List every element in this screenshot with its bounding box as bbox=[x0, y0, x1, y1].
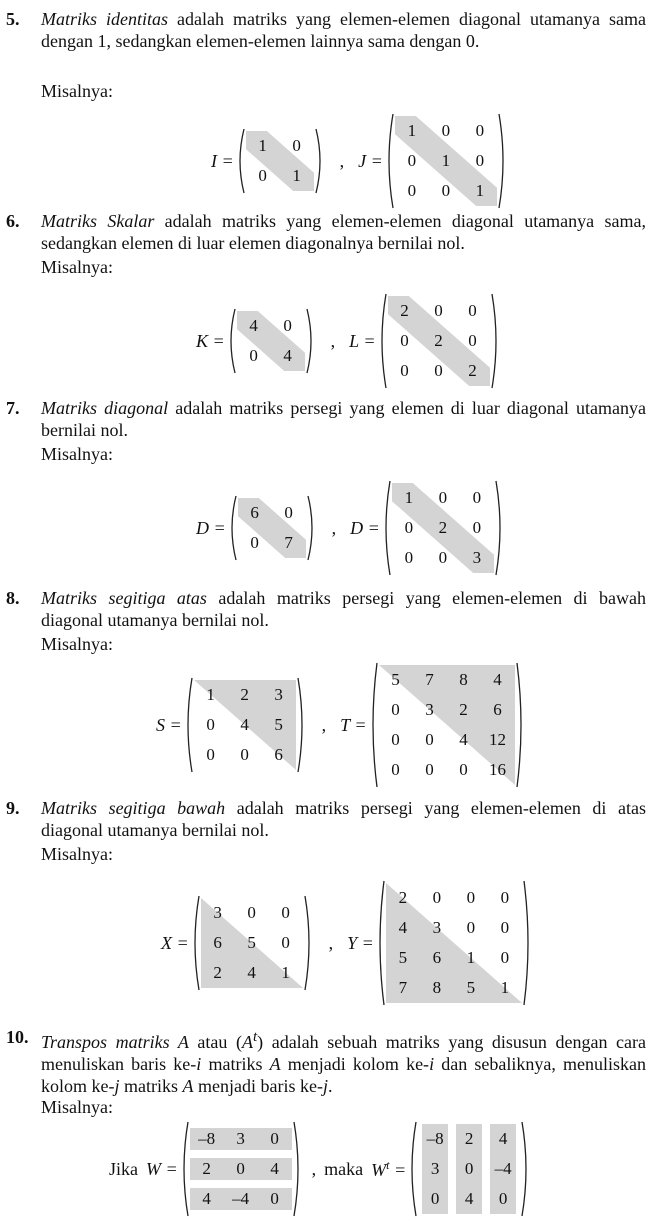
matrix-cell: 0 bbox=[391, 760, 400, 779]
left-parenthesis bbox=[382, 294, 386, 388]
matrix-row bbox=[211, 112, 509, 210]
separator: , bbox=[311, 1158, 317, 1179]
matrix-cell: 4 bbox=[498, 1129, 508, 1148]
matrix-cell: 0 bbox=[500, 888, 510, 907]
matrix-cell: 3 bbox=[274, 685, 283, 704]
matrix bbox=[383, 112, 509, 210]
matrix-cell: 0 bbox=[400, 361, 409, 380]
item-number: 5. bbox=[6, 9, 20, 29]
right-parenthesis bbox=[307, 309, 311, 373]
matrix-cell: –4 bbox=[494, 1159, 512, 1178]
matrix-cell: 0 bbox=[247, 903, 256, 922]
matrix-name: W = bbox=[146, 1158, 178, 1179]
right-parenthesis bbox=[524, 881, 528, 1005]
matrix-cell: 4 bbox=[464, 1189, 474, 1208]
matrix-cell: 3 bbox=[472, 548, 482, 567]
matrix-cell: 2 bbox=[240, 685, 249, 704]
matrix-cell: 4 bbox=[283, 346, 292, 365]
left-parenthesis bbox=[232, 496, 236, 560]
matrix-name: J = bbox=[358, 150, 383, 171]
matrix-name: K = bbox=[196, 330, 225, 351]
matrix-cell: 2 bbox=[438, 518, 448, 537]
definition-body: adalah matriks yang elemen-elemen diagonal utamanya sama, sedangkan elemen di luar elemen diagonalnya bernilai nol. bbox=[41, 211, 646, 253]
matrix-cell: –4 bbox=[232, 1189, 250, 1208]
matrix-cell: 0 bbox=[206, 715, 215, 734]
matrix bbox=[225, 307, 317, 375]
matrix-cell: 6 bbox=[493, 700, 502, 719]
matrix-cell: 0 bbox=[391, 730, 400, 749]
definition-body: adalah matriks persegi yang elemen-elemen di atas diagonal utamanya bernilai nol. bbox=[41, 798, 646, 840]
matrix-row bbox=[161, 879, 534, 1007]
matrix-cell: 3 bbox=[213, 903, 222, 922]
matrix-cell: 0 bbox=[281, 933, 290, 952]
matrix-cell: 6 bbox=[274, 745, 283, 764]
matrix-name: L = bbox=[349, 330, 376, 351]
matrix-cell: 0 bbox=[425, 760, 434, 779]
matrix-cell: 0 bbox=[430, 1189, 440, 1208]
matrix-name: D = bbox=[350, 517, 380, 538]
matrix-cell: 2 bbox=[400, 301, 409, 320]
term: Matriks Skalar bbox=[41, 211, 155, 231]
matrix-cell: 3 bbox=[432, 918, 442, 937]
matrix-cell: 4 bbox=[398, 918, 408, 937]
definition-text bbox=[41, 397, 646, 441]
left-parenthesis bbox=[184, 1122, 188, 1216]
matrix-cell: 7 bbox=[398, 978, 408, 997]
definition-text: Transpos matriks A atau $(A^t)$ adalah sebuah matriks yang disusun dengan cara menuliskan baris ke-i matriks A menjadi kolom ke-i dan sebaliknya, menuliskan kolom ke-j matriks A menjadi baris ke-j. bbox=[41, 1029, 647, 1096]
term: Matriks identitas bbox=[41, 9, 169, 29]
matrix-cell: 0 bbox=[472, 488, 482, 507]
matrix bbox=[380, 479, 506, 577]
matrix-name: Y = bbox=[347, 932, 374, 953]
matrix-cell: 0 bbox=[434, 301, 443, 320]
matrix-cell: 0 bbox=[432, 888, 442, 907]
example-label: Misalnya: bbox=[41, 81, 113, 101]
matrix-cell: 0 bbox=[441, 181, 451, 200]
matrix-cell: 6 bbox=[250, 503, 259, 522]
matrix-cell: –8 bbox=[426, 1129, 444, 1148]
matrix-cell: 0 bbox=[441, 121, 451, 140]
matrix-cell: 1 bbox=[206, 685, 215, 704]
definition-body: adalah matriks yang elemen-elemen diagonal utamanya sama dengan 1, sedangkan elemen-elemen lainnya sama dengan 0. bbox=[41, 9, 646, 51]
matrix bbox=[367, 661, 527, 789]
matrix-name: X = bbox=[161, 932, 189, 953]
matrix-cell: 0 bbox=[438, 488, 448, 507]
matrix-cell: 0 bbox=[270, 1189, 279, 1208]
matrix-cell: 8 bbox=[432, 978, 442, 997]
matrix-cell: 2 bbox=[464, 1129, 474, 1148]
term: Matriks segitiga bawah bbox=[41, 798, 226, 818]
matrix-cell: 0 bbox=[468, 331, 477, 350]
matrix-w bbox=[178, 1120, 304, 1218]
right-parenthesis bbox=[298, 678, 302, 772]
matrix-name: D = bbox=[196, 517, 226, 538]
matrix-cell: 0 bbox=[466, 888, 476, 907]
matrix-cell: 12 bbox=[489, 730, 506, 749]
matrix-wt bbox=[406, 1120, 532, 1218]
right-parenthesis bbox=[499, 114, 503, 208]
matrix-cell: 5 bbox=[391, 670, 400, 689]
separator: , bbox=[330, 330, 336, 351]
matrix-cell: 0 bbox=[475, 121, 485, 140]
left-parenthesis bbox=[380, 881, 384, 1005]
term: Transpos matriks A bbox=[41, 1032, 189, 1052]
matrix-cell: 1 bbox=[292, 166, 301, 185]
item-number: 10. bbox=[6, 1027, 29, 1047]
matrix-cell: 0 bbox=[434, 361, 443, 380]
matrix-cell: 0 bbox=[404, 548, 414, 567]
item-number: 7. bbox=[6, 398, 20, 418]
matrix-cell: 1 bbox=[441, 151, 451, 170]
matrix-cell: 2 bbox=[398, 888, 408, 907]
left-parenthesis bbox=[386, 481, 390, 575]
matrix-cell: 0 bbox=[284, 503, 293, 522]
matrix-cell: 4 bbox=[493, 670, 502, 689]
left-parenthesis bbox=[240, 129, 244, 193]
matrix-cell: 0 bbox=[270, 1129, 279, 1148]
matrix-cell: 0 bbox=[400, 331, 409, 350]
right-parenthesis bbox=[496, 481, 500, 575]
right-parenthesis bbox=[517, 663, 521, 787]
definition-body: adalah matriks persegi yang elemen di luar diagonal utamanya bernilai nol. bbox=[41, 398, 646, 440]
matrix-cell: 1 bbox=[258, 136, 267, 155]
example-label: Misalnya: bbox=[41, 257, 113, 277]
matrix-cell: 0 bbox=[236, 1159, 245, 1178]
matrix-row bbox=[196, 479, 506, 577]
term: Matriks segitiga atas bbox=[41, 588, 207, 608]
matrix-cell: 0 bbox=[258, 166, 267, 185]
matrix bbox=[182, 676, 308, 774]
definition-text bbox=[41, 587, 646, 631]
matrix-cell: 0 bbox=[206, 745, 215, 764]
matrix bbox=[189, 894, 315, 992]
matrix-cell: 2 bbox=[459, 700, 468, 719]
matrix-cell: 2 bbox=[213, 963, 222, 982]
matrix-cell: 8 bbox=[459, 670, 468, 689]
matrix-cell: 0 bbox=[466, 918, 476, 937]
left-parenthesis bbox=[389, 114, 393, 208]
separator: , bbox=[331, 517, 337, 538]
item-number: 8. bbox=[6, 588, 20, 608]
matrix-cell: 5 bbox=[466, 978, 476, 997]
matrix-cell: 0 bbox=[404, 518, 414, 537]
matrix-name: $W^t$ = bbox=[371, 1157, 407, 1180]
matrix-cell: 0 bbox=[500, 948, 510, 967]
example-label: Misalnya: bbox=[41, 444, 113, 464]
matrix-cell: 4 bbox=[270, 1159, 279, 1178]
matrix-cell: 0 bbox=[464, 1159, 474, 1178]
matrix-cell: 0 bbox=[475, 151, 485, 170]
item-number: 9. bbox=[6, 798, 20, 818]
matrix-cell: 4 bbox=[247, 963, 256, 982]
matrix-cell: 6 bbox=[432, 948, 442, 967]
matrix-cell: 1 bbox=[466, 948, 476, 967]
matrix-cell: 6 bbox=[213, 933, 222, 952]
matrix-cell: 1 bbox=[404, 488, 414, 507]
matrix-cell: 2 bbox=[202, 1159, 211, 1178]
example-label: Misalnya: bbox=[41, 634, 113, 654]
matrix-cell: 5 bbox=[398, 948, 408, 967]
matrix-cell: 0 bbox=[281, 903, 290, 922]
matrix-cell: 0 bbox=[500, 918, 510, 937]
matrix-row bbox=[156, 661, 527, 789]
left-parenthesis bbox=[412, 1122, 416, 1216]
right-parenthesis bbox=[305, 896, 309, 990]
right-parenthesis bbox=[316, 129, 320, 193]
matrix-cell: 1 bbox=[407, 121, 417, 140]
matrix-cell: 0 bbox=[407, 151, 417, 170]
matrix-cell: 16 bbox=[489, 760, 506, 779]
matrix bbox=[376, 292, 502, 390]
matrix-cell: 0 bbox=[498, 1189, 508, 1208]
matrix bbox=[234, 127, 326, 195]
left-parenthesis bbox=[231, 309, 235, 373]
matrix-cell: 4 bbox=[202, 1189, 211, 1208]
matrix-row bbox=[196, 292, 502, 390]
matrix-cell: 4 bbox=[240, 715, 249, 734]
matrix-cell: 0 bbox=[438, 548, 448, 567]
matrix-cell: 0 bbox=[468, 301, 477, 320]
matrix-cell: 3 bbox=[425, 700, 434, 719]
definition-text bbox=[41, 210, 646, 254]
left-parenthesis bbox=[373, 663, 377, 787]
right-parenthesis bbox=[294, 1122, 298, 1216]
matrix-cell: 0 bbox=[472, 518, 482, 537]
matrix-cell: 0 bbox=[249, 346, 258, 365]
matrix-cell: 7 bbox=[284, 533, 293, 552]
matrix-cell: 0 bbox=[283, 316, 292, 335]
example-label: Misalnya: bbox=[41, 1097, 113, 1117]
separator: , bbox=[328, 932, 334, 953]
example-label: Misalnya: bbox=[41, 844, 113, 864]
matrix-name: I = bbox=[211, 150, 234, 171]
definition-text bbox=[41, 8, 646, 52]
matrix-cell: 7 bbox=[425, 670, 434, 689]
matrix-cell: 3 bbox=[430, 1159, 440, 1178]
definition-text bbox=[41, 797, 646, 841]
matrix-cell: 1 bbox=[281, 963, 290, 982]
matrix-name: T = bbox=[340, 714, 367, 735]
matrix-name: S = bbox=[156, 714, 182, 735]
separator: , bbox=[321, 714, 327, 735]
matrix-cell: 1 bbox=[475, 181, 485, 200]
matrix-cell: 0 bbox=[391, 700, 400, 719]
matrix bbox=[374, 879, 534, 1007]
then-word: maka bbox=[324, 1158, 364, 1179]
matrix-cell: 2 bbox=[434, 331, 443, 350]
matrix-cell: 5 bbox=[274, 715, 283, 734]
matrix-cell: 0 bbox=[407, 181, 417, 200]
definition-body: adalah matriks persegi yang elemen-elemen di bawah diagonal utamanya bernilai nol. bbox=[41, 588, 646, 630]
matrix bbox=[226, 494, 318, 562]
matrix-cell: 5 bbox=[247, 933, 256, 952]
matrix-cell: 0 bbox=[292, 136, 301, 155]
matrix-cell: 2 bbox=[468, 361, 477, 380]
matrix-cell: 0 bbox=[240, 745, 249, 764]
matrix-cell: 3 bbox=[236, 1129, 245, 1148]
matrix-cell: 0 bbox=[250, 533, 259, 552]
right-parenthesis bbox=[492, 294, 496, 388]
matrix-cell: 0 bbox=[425, 730, 434, 749]
matrix-cell: 0 bbox=[459, 760, 468, 779]
item-number: 6. bbox=[6, 211, 20, 231]
matrix-cell: 4 bbox=[459, 730, 468, 749]
left-parenthesis bbox=[195, 896, 199, 990]
right-parenthesis bbox=[308, 496, 312, 560]
term: Matriks diagonal bbox=[41, 398, 169, 418]
matrix-cell: 4 bbox=[249, 316, 258, 335]
separator: , bbox=[339, 150, 345, 171]
matrix-cell: –8 bbox=[198, 1129, 216, 1148]
matrix-cell: 1 bbox=[500, 978, 510, 997]
matrix-row bbox=[109, 1120, 532, 1218]
left-parenthesis bbox=[188, 678, 192, 772]
right-parenthesis bbox=[522, 1122, 526, 1216]
if-word: Jika bbox=[109, 1158, 138, 1179]
